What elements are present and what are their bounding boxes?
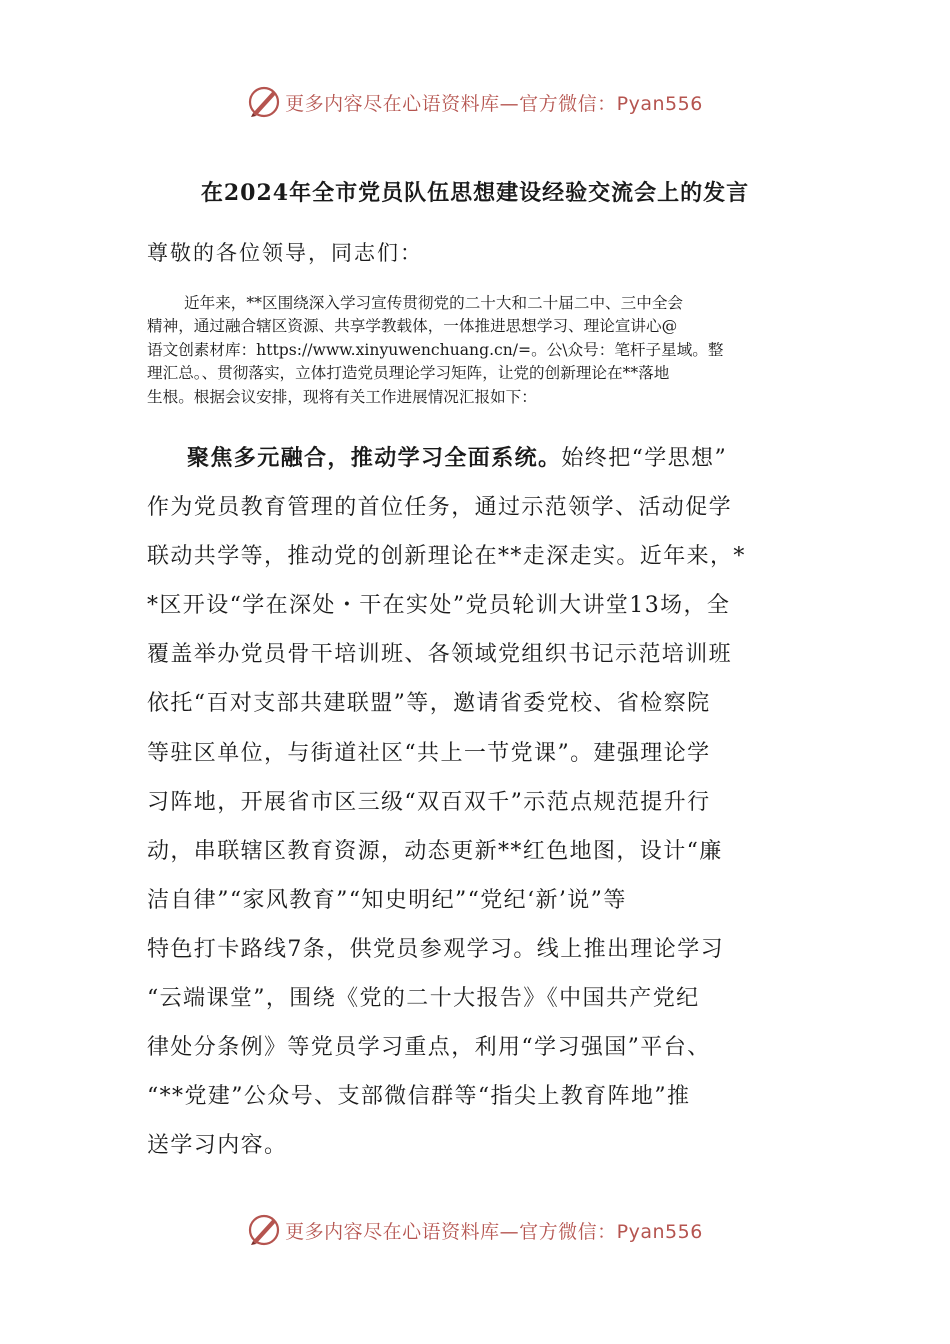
body-line: 律处分条例》等党员学习重点，利用“学习强国”平台、	[147, 1035, 711, 1061]
section-heading: 聚焦多元融合，推动学习全面系统。	[187, 445, 562, 471]
body-line: 洁自律”“家风教育”“知史明纪”“党纪‘新’说”等	[147, 887, 627, 913]
body-line: “云端课堂”，围绕《党的二十大报告》《中国共产党纪	[147, 986, 700, 1012]
body-line: 覆盖举办党员骨干培训班、各领域党组织书记示范培训班	[147, 642, 733, 668]
body-line: 依托“百对支部共建联盟”等，邀请省委党校、省检察院	[147, 691, 711, 717]
section-first-line	[147, 434, 817, 483]
intro-line: 语文创素材库：https://www.xinyuwenchuang.cn/=。公\众号：笔杆子星域。整	[147, 340, 724, 359]
body-line: 动，串联辖区教育资源，动态更新**红色地图，设计“廉	[147, 838, 723, 864]
pen-logo-icon	[247, 85, 281, 119]
section-first-line-rest: 始终把“学思想”	[561, 446, 728, 471]
body-line: 习阵地，开展省市区三级“双百双千”示范点规范提升行	[147, 789, 711, 815]
intro-line: 理汇总。、贯彻落实，立体打造党员理论学习矩阵，让党的创新理论在**落地	[147, 364, 670, 383]
footer-banner	[0, 1210, 950, 1250]
greeting: 尊敬的各位领导，同志们：	[147, 241, 423, 265]
body-line: 联动共学等，推动党的创新理论在**走深走实。近年来，*	[147, 544, 746, 570]
body-line: 送学习内容。	[147, 1133, 288, 1159]
page-title: 在2024年全市党员队伍思想建设经验交流会上的发言	[200, 180, 750, 206]
body-line: “**党建”公众号、支部微信群等“指尖上教育阵地”推	[147, 1084, 691, 1110]
pen-logo-icon	[247, 1213, 281, 1247]
body-line: 作为党员教育管理的首位任务，通过示范领学、活动促学	[147, 495, 733, 521]
body-line: 特色打卡路线7条，供党员参观学习。线上推出理论学习	[147, 936, 724, 962]
section-paragraph	[147, 434, 817, 1170]
intro-line: 近年来，**区围绕深入学习宣传贯彻党的二十大和二十届二中、三中全会	[184, 294, 684, 312]
intro-line: 精神，通过融合辖区资源、共享学教载体，一体推进思想学习、理论宣讲心@	[147, 317, 678, 336]
header-banner	[0, 82, 950, 122]
banner-text: 更多内容尽在心语资料库—官方微信：Pyan556	[285, 1220, 703, 1243]
body-line: 等驻区单位，与街道社区“共上一节党课”。建强理论学	[147, 740, 711, 766]
intro-paragraph	[147, 292, 807, 409]
banner-text: 更多内容尽在心语资料库—官方微信：Pyan556	[285, 92, 703, 115]
intro-line: 生根。根据会议安排，现将有关工作进展情况汇报如下：	[147, 387, 537, 406]
body-line: *区开设“学在深处・干在实处”党员轮训大讲堂13场，全	[147, 593, 731, 619]
